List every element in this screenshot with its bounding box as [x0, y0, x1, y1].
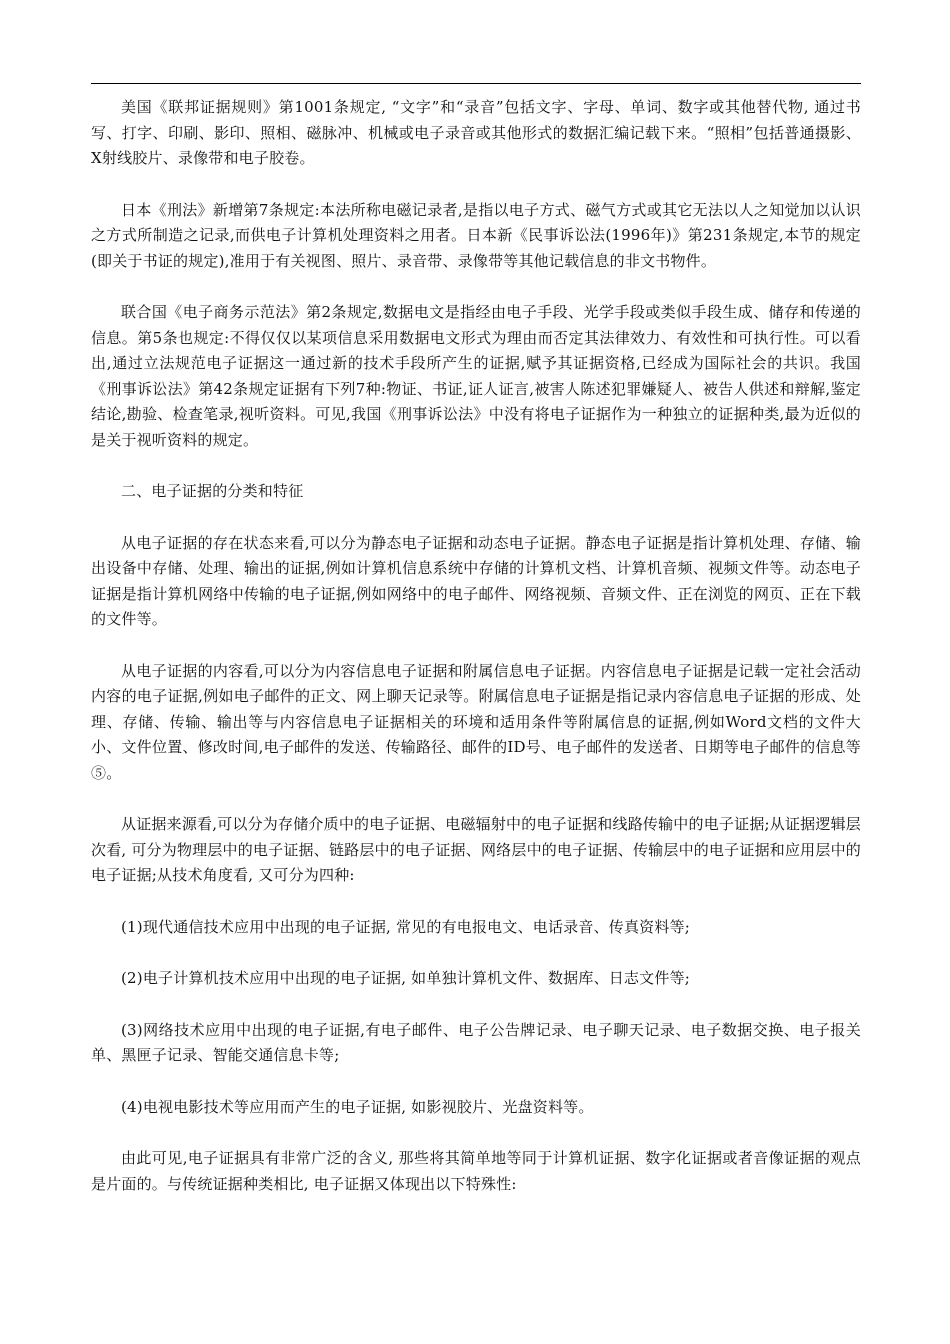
- paragraph-japan-criminal-law: 日本《刑法》新增第7条规定:本法所称电磁记录者,是指以电子方式、磁气方式或其它无法以人之知觉加以认识之方式所制造之记录,而供电子计算机处理资料之用者。日本新《民事诉讼法(1996年)》第231条规定,本节的规定(即关于书证的规定),准用于有关视图、照片、录音带、录像带等其他记载信息的非文书物件。: [91, 200, 861, 270]
- list-item-3: (3)网络技术应用中出现的电子证据,有电子邮件、电子公告牌记录、电子聊天记录、电子数据交换、电子报关单、黑匣子记录、智能交通信息卡等;: [91, 1020, 861, 1064]
- list-item-4: (4)电视电影技术等应用而产生的电子证据, 如影视胶片、光盘资料等。: [121, 1097, 594, 1116]
- paragraph-us-federal-rules: 美国《联邦证据规则》第1001条规定, “文字”和“录音”包括文字、字母、单词、数字或其他替代物, 通过书写、打字、印刷、影印、照相、磁脉冲、机械或电子录音或其他形式的数据汇编记载下来。“照相”包括普通摄影、X射线胶片、录像带和电子胶卷。: [91, 98, 861, 167]
- paragraph-static-dynamic: 从电子证据的存在状态来看,可以分为静态电子证据和动态电子证据。静态电子证据是指计算机处理、存储、输出设备中存储、处理、输出的证据,例如计算机信息系统中存储的计算机文档、计算机音频、视频文件等。动态电子证据是指计算机网络中传输的电子证据,例如网络中的电子邮件、网络视频、音频文件、正在浏览的网页、正在下载的文件等。: [91, 533, 861, 628]
- paragraph-conclusion: 由此可见,电子证据具有非常广泛的含义, 那些将其简单地等同于计算机证据、数字化证据或者音像证据的观点是片面的。与传统证据种类相比, 电子证据又体现出以下特殊性:: [91, 1149, 861, 1193]
- header-rule: [91, 83, 861, 84]
- list-item-1: (1)现代通信技术应用中出现的电子证据, 常见的有电报电文、电话录音、传真资料等;: [121, 917, 691, 936]
- list-item-2: (2)电子计算机技术应用中出现的电子证据, 如单独计算机文件、数据库、日志文件等;: [121, 969, 691, 987]
- paragraph-source-classification: 从证据来源看,可以分为存储介质中的电子证据、电磁辐射中的电子证据和线路传输中的电子证据;从证据逻辑层次看, 可分为物理层中的电子证据、链路层中的电子证据、网络层中的电子证据、传输层中的电子证据和应用层中的电子证据;从技术角度看, 又可分为四种:: [91, 815, 861, 884]
- paragraph-un-model-law: 联合国《电子商务示范法》第2条规定,数据电文是指经由电子手段、光学手段或类似手段生成、储存和传递的信息。第5条也规定:不得仅仅以某项信息采用数据电文形式为理由而否定其法律效力、有效性和可执行性。可以看出,通过立法规范电子证据这一通过新的技术手段所产生的证据,赋予其证据资格,已经成为国际社会的共识。我国《刑事诉讼法》第42条规定证据有下列7种:物证、书证,证人证言,被害人陈述犯罪嫌疑人、被告人供述和辩解,鉴定结论,勘验、检查笔录,视听资料。可见,我国《刑事诉讼法》中没有将电子证据作为一种独立的证据种类,最为近似的是关于视听资料的规定。: [91, 303, 861, 449]
- section-heading: 二、电子证据的分类和特征: [121, 482, 304, 500]
- document-body: [91, 95, 861, 1223]
- paragraph-content-auxiliary: 从电子证据的内容看,可以分为内容信息电子证据和附属信息电子证据。内容信息电子证据是记载一定社会活动内容的电子证据,例如电子邮件的正文、网上聊天记录等。附属信息电子证据是指记录内容信息电子证据的形成、处理、存储、传输、输出等与内容信息电子证据相关的环境和适用条件等附属信息的证据,例如Word文档的文件大小、文件位置、修改时间,电子邮件的发送、传输路径、邮件的ID号、电子邮件的发送者、日期等电子邮件的信息等⑤。: [91, 661, 861, 782]
